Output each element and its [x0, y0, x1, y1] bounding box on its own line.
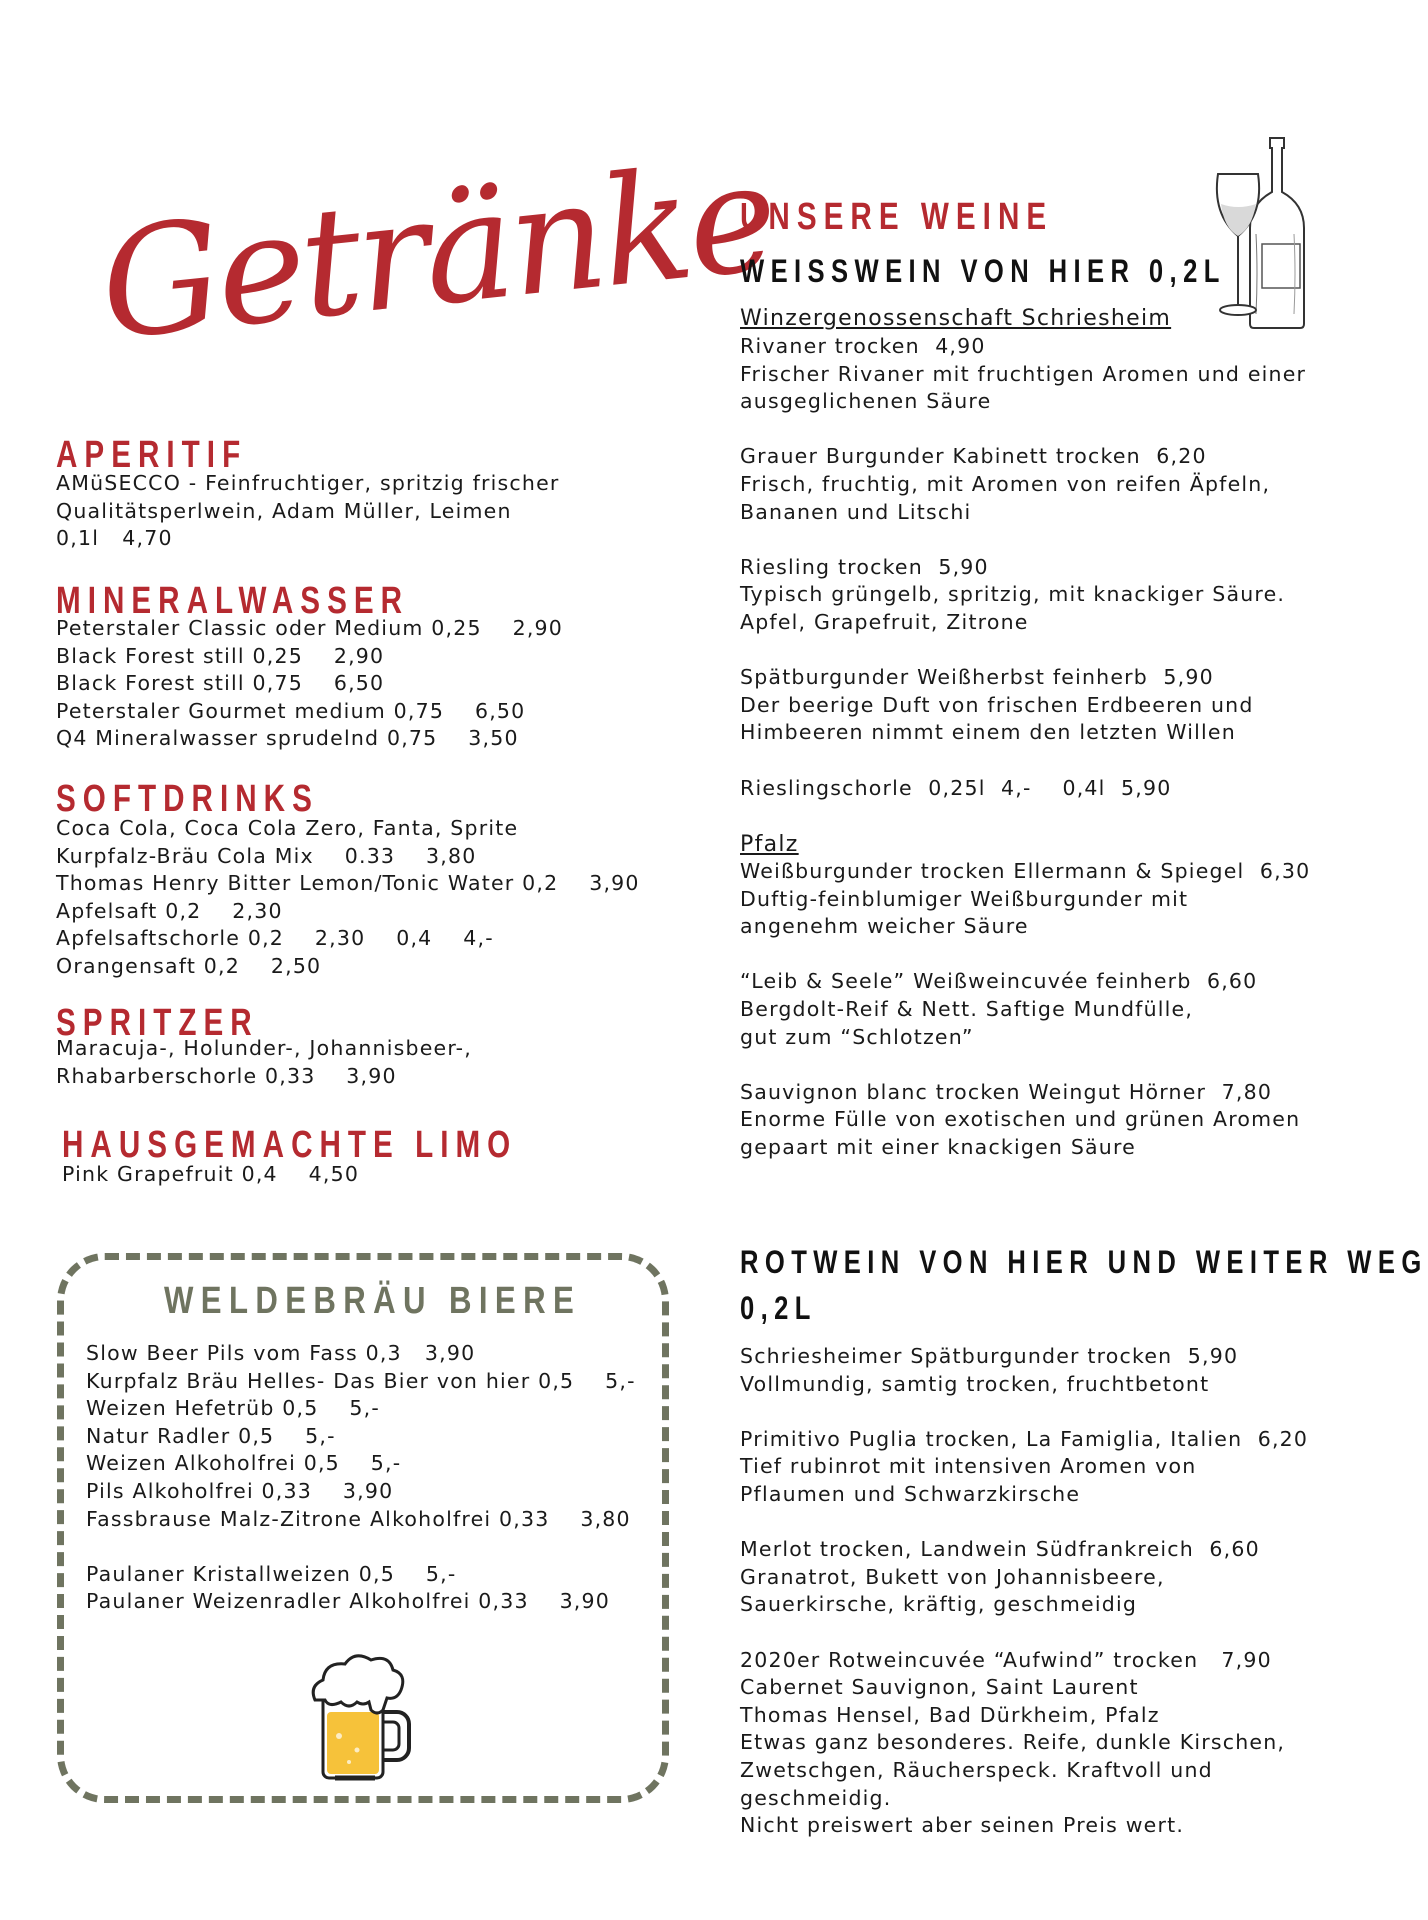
menu-line: AMüSECCO - Feinfruchtiger, spritzig frischer — [56, 471, 560, 495]
winzer-label: Winzergenossenschaft Schriesheim — [740, 306, 1172, 331]
menu-line: Black Forest still 0,25 2,90 — [56, 643, 385, 668]
menu-line: Coca Cola, Coca Cola Zero, Fanta, Sprite — [56, 816, 519, 840]
mineralwasser-heading: MINERALWASSER — [56, 580, 410, 622]
menu-line: Rhabarberschorle 0,33 3,90 — [56, 1063, 397, 1088]
menu-line: Merlot trocken, Landwein Südfrankreich 6,60 — [740, 1537, 1260, 1562]
menu-line: Schriesheimer Spätburgunder trocken 5,90 — [740, 1344, 1239, 1368]
menu-line: Himbeeren nimmt einem den letzten Willen — [740, 720, 1236, 745]
rotwein-heading-sub: 0,2L — [740, 1290, 817, 1326]
spritzer-list — [56, 1035, 472, 1090]
menu-line: Q4 Mineralwasser sprudelnd 0,75 3,50 — [56, 726, 519, 751]
menu-line — [740, 1398, 1308, 1426]
menu-line: Apfelsaftschorle 0,2 2,30 0,4 4,- — [56, 926, 494, 951]
menu-line: Duftig-feinblumiger Weißburgunder mit — [740, 886, 1189, 911]
menu-line: Pink Grapefruit 0,4 4,50 — [62, 1162, 360, 1186]
menu-line: Riesling trocken 5,90 — [740, 554, 989, 579]
menu-line: Pils Alkoholfrei 0,33 3,90 — [86, 1478, 394, 1503]
menu-line: Pflaumen und Schwarzkirsche — [740, 1481, 1081, 1506]
menu-line: Paulaner Weizenradler Alkoholfrei 0,33 3,90 — [86, 1589, 611, 1614]
weine-heading: UNSERE WEINE — [740, 196, 1054, 238]
menu-line — [740, 941, 1310, 969]
menu-line: gut zum “Schlotzen” — [740, 1024, 974, 1049]
menu-line: Weißburgunder trocken Ellermann & Spiegel 6,30 — [740, 859, 1311, 883]
biere-heading: WELDEBRÄU BIERE — [164, 1280, 582, 1322]
menu-line: geschmeidig. — [740, 1785, 892, 1810]
menu-line: Orangensaft 0,2 2,50 — [56, 953, 322, 978]
menu-line — [740, 416, 1306, 444]
menu-line: Frisch, fruchtig, mit Aromen von reifen Äpfeln, — [740, 471, 1271, 496]
menu-line: 0,1l 4,70 — [56, 526, 173, 551]
menu-line: Thomas Henry Bitter Lemon/Tonic Water 0,2 3,90 — [56, 871, 640, 896]
menu-line: angenehm weicher Säure — [740, 914, 1029, 939]
weisswein-heading: WEISSWEIN VON HIER 0,2L — [740, 253, 1226, 289]
menu-line: Peterstaler Gourmet medium 0,75 6,50 — [56, 698, 526, 723]
menu-line: Paulaner Kristallweizen 0,5 5,- — [86, 1561, 457, 1586]
menu-line: Typisch grüngelb, spritzig, mit knackiger Säure. — [740, 582, 1286, 607]
menu-line: Spätburgunder Weißherbst feinherb 5,90 — [740, 665, 1214, 690]
menu-line: 2020er Rotweincuvée “Aufwind” trocken 7,90 — [740, 1647, 1272, 1672]
weisswein-list-b — [740, 858, 1310, 1162]
menu-line: Kurpfalz Bräu Helles- Das Bier von hier 0,5 5,- — [86, 1368, 636, 1393]
menu-line — [740, 1051, 1310, 1079]
softdrinks-list — [56, 815, 640, 981]
menu-line: Vollmundig, samtig trocken, fruchtbetont — [740, 1371, 1210, 1396]
menu-line: Sauerkirsche, kräftig, geschmeidig — [740, 1592, 1138, 1617]
menu-line: Maracuja-, Holunder-, Johannisbeer-, — [56, 1036, 472, 1060]
menu-line: Tief rubinrot mit intensiven Aromen von — [740, 1454, 1197, 1479]
menu-line: ausgeglichenen Säure — [740, 389, 992, 414]
menu-line: Granatrot, Bukett von Johannisbeere, — [740, 1564, 1165, 1589]
biere-list — [86, 1340, 636, 1616]
menu-line: Nicht preiswert aber seinen Preis wert. — [740, 1813, 1185, 1838]
aperitif-heading: APERITIF — [56, 434, 248, 476]
rotwein-list — [740, 1343, 1308, 1840]
menu-title: Getränke — [92, 130, 782, 374]
menu-line: Cabernet Sauvignon, Saint Laurent — [740, 1675, 1139, 1700]
menu-line: Primitivo Puglia trocken, La Famiglia, Italien 6,20 — [740, 1426, 1309, 1451]
menu-line: Weizen Alkoholfrei 0,5 5,- — [86, 1451, 402, 1476]
menu-line — [86, 1533, 636, 1561]
menu-line: Bergdolt-Reif & Nett. Saftige Mundfülle, — [740, 996, 1194, 1021]
menu-line — [740, 747, 1306, 775]
limo-heading: HAUSGEMACHTE LIMO — [62, 1124, 518, 1166]
menu-line: Natur Radler 0,5 5,- — [86, 1423, 336, 1448]
weisswein-list-a — [740, 333, 1306, 802]
mineralwasser-list — [56, 615, 563, 753]
menu-line: Weizen Hefetrüb 0,5 5,- — [86, 1396, 380, 1421]
menu-line: Grauer Burgunder Kabinett trocken 6,20 — [740, 444, 1207, 469]
menu-line: Frischer Rivaner mit fruchtigen Aromen und einer — [740, 361, 1307, 386]
limo-list — [62, 1161, 359, 1189]
softdrinks-heading: SOFTDRINKS — [56, 778, 319, 820]
menu-line: Fassbrause Malz-Zitrone Alkoholfrei 0,33 3,80 — [86, 1506, 631, 1531]
beer-mug-icon — [305, 1650, 415, 1785]
menu-line: Black Forest still 0,75 6,50 — [56, 671, 385, 696]
menu-line: Qualitätsperlwein, Adam Müller, Leimen — [56, 498, 512, 523]
menu-line: Bananen und Litschi — [740, 499, 972, 524]
spritzer-heading: SPRITZER — [56, 1002, 259, 1044]
menu-line: Kurpfalz-Bräu Cola Mix 0.33 3,80 — [56, 843, 477, 868]
menu-line — [740, 526, 1306, 554]
aperitif-list — [56, 470, 560, 553]
pfalz-label: Pfalz — [740, 832, 799, 857]
menu-line: “Leib & Seele” Weißweincuvée feinherb 6,60 — [740, 969, 1258, 994]
menu-line: Etwas ganz besonderes. Reife, dunkle Kirschen, — [740, 1730, 1286, 1755]
menu-line — [740, 1619, 1308, 1647]
wine-glass-bottle-icon — [1212, 134, 1314, 330]
menu-line: Rieslingschorle 0,25l 4,- 0,4l 5,90 — [740, 775, 1172, 800]
menu-line: Apfelsaft 0,2 2,30 — [56, 898, 283, 923]
menu-line: Peterstaler Classic oder Medium 0,25 2,90 — [56, 616, 564, 640]
rotwein-heading: ROTWEIN VON HIER UND WEITER WEG — [740, 1244, 1428, 1280]
menu-line: Apfel, Grapefruit, Zitrone — [740, 609, 1029, 634]
menu-line — [740, 1509, 1308, 1537]
menu-line: Slow Beer Pils vom Fass 0,3 3,90 — [86, 1341, 476, 1365]
menu-line: Zwetschgen, Räucherspeck. Kraftvoll und — [740, 1757, 1213, 1782]
menu-line: Der beerige Duft von frischen Erdbeeren und — [740, 692, 1254, 717]
menu-line: gepaart mit einer knackigen Säure — [740, 1134, 1136, 1159]
menu-line: Rivaner trocken 4,90 — [740, 334, 986, 358]
menu-line: Enorme Fülle von exotischen und grünen Aromen — [740, 1107, 1301, 1132]
menu-line: Sauvignon blanc trocken Weingut Hörner 7,80 — [740, 1079, 1273, 1104]
menu-line — [740, 637, 1306, 665]
menu-line: Thomas Hensel, Bad Dürkheim, Pfalz — [740, 1702, 1160, 1727]
